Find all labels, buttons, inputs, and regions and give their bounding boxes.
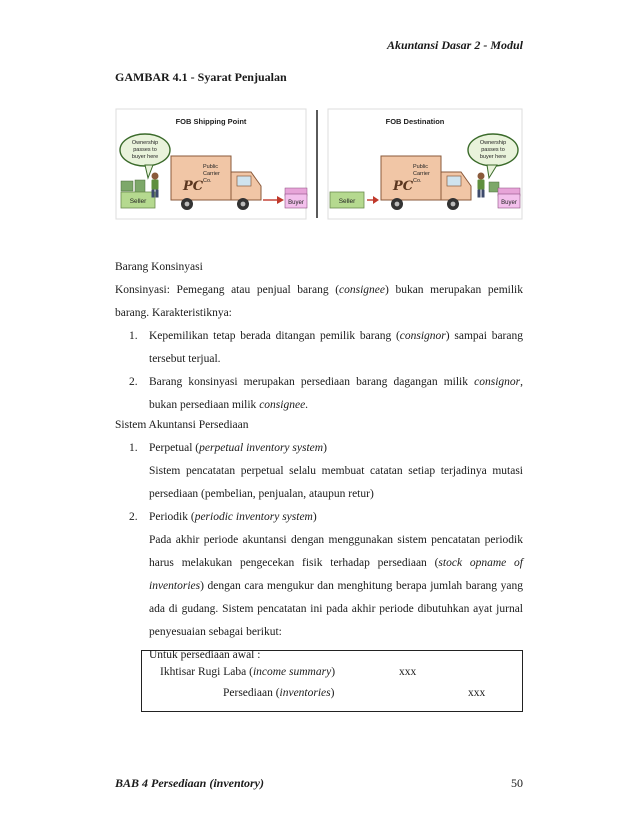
journal-debit-account: Ikhtisar Rugi Laba (income summary) [160,666,336,678]
list-item: 2. Barang konsinyasi merupakan persediaan barang dagangan milik consignor, bukan persediaan milik consignee. [129,376,523,411]
journal-debit-amount: xxx [399,666,417,678]
consignment-intro: Konsinyasi: Pemegang atau penjual barang (consignee) bukan merupakan pemilik barang. Karakteristiknya: [115,284,524,319]
right-truck-logo: PC [393,179,414,194]
journal-credit-account: Persediaan (inventories) [223,687,335,699]
list-item: 2. Periodik (periodic inventory system) Pada akhir periode akuntansi dengan menggunakan sistem pencatatan periodik harus melakukan pengecekan fisik terhadap persediaan (stock opname of inventories) dengan cara mengukur dan menghitung berapa jumlah barang yang ada di gudang. Sistem pencatatan ini pada akhir periode dibutuhkan ayat jurnal penyesuaian sebagai berikut: Untuk persediaan awal : [115,506,523,667]
running-header: Akuntansi Dasar 2 - Modul [386,38,523,52]
right-bubble-line: buyer here [479,154,507,160]
right-bubble-line: Ownership [479,140,507,146]
footer-chapter: BAB 4 Persediaan (inventory) [115,776,264,790]
right-buyer-label: Buyer [501,200,517,206]
page-number: 50 [511,776,523,790]
right-truck-text: Co. [413,178,422,184]
left-buyer-label: Buyer [288,200,304,206]
fob-destination-panel [328,109,522,219]
opening-inventory-note: Untuk persediaan awal : [149,649,261,661]
right-panel-title: FOB Destination [385,117,445,126]
right-bubble-line: passes to [481,147,505,153]
list-item: 1. Kepemilikan tetap berada ditangan pemilik barang (consignor) sampai barang tersebut terjual. [129,330,523,365]
journal-entry-box [141,650,523,712]
right-truck-text: Carrier [413,171,430,177]
right-truck-text: Public [413,164,428,170]
left-seller-label: Seller [129,198,147,205]
consignment-section [115,256,523,417]
left-bubble-line: passes to [133,147,157,153]
perpetual-description: Sistem pencatatan perpetual selalu membuat catatan setiap terjadinya mutasi persediaan (pembelian, penjualan, ataupun retur) [149,465,523,500]
consignment-heading: Barang Konsinyasi [115,261,203,273]
fob-shipping-point-panel [116,109,307,219]
left-truck-text: Carrier [203,171,220,177]
left-truck-text: Co. [203,178,212,184]
inventory-system-heading: Sistem Akuntansi Persediaan [115,419,249,431]
left-truck-logo: PC [183,179,204,194]
figure-caption: GAMBAR 4.1 - Syarat Penjualan [115,70,287,84]
left-panel-title: FOB Shipping Point [175,117,247,126]
list-item: 1. Perpetual (perpetual inventory system) Sistem pencatatan perpetual selalu membuat catatan setiap terjadinya mutasi persediaan (pembelian, penjualan, ataupun retur) [115,437,523,506]
left-truck-text: Public [203,164,218,170]
left-bubble-line: buyer here [131,154,159,160]
fob-illustration [115,108,523,220]
inventory-system-section [115,414,523,667]
right-seller-label: Seller [338,198,356,205]
periodic-description: Pada akhir periode akuntansi dengan menggunakan sistem pencatatan periodik harus melakukan pengecekan fisik terhadap persediaan (stock opname of inventories) dengan cara mengukur dan menghitung berapa jumlah barang yang ada di gudang. Sistem pencatatan ini pada akhir periode dibutuhkan ayat jurnal penyesuaian sebagai berikut: [149,534,523,638]
journal-credit-amount: xxx [468,687,486,699]
left-bubble-line: Ownership [131,140,159,146]
